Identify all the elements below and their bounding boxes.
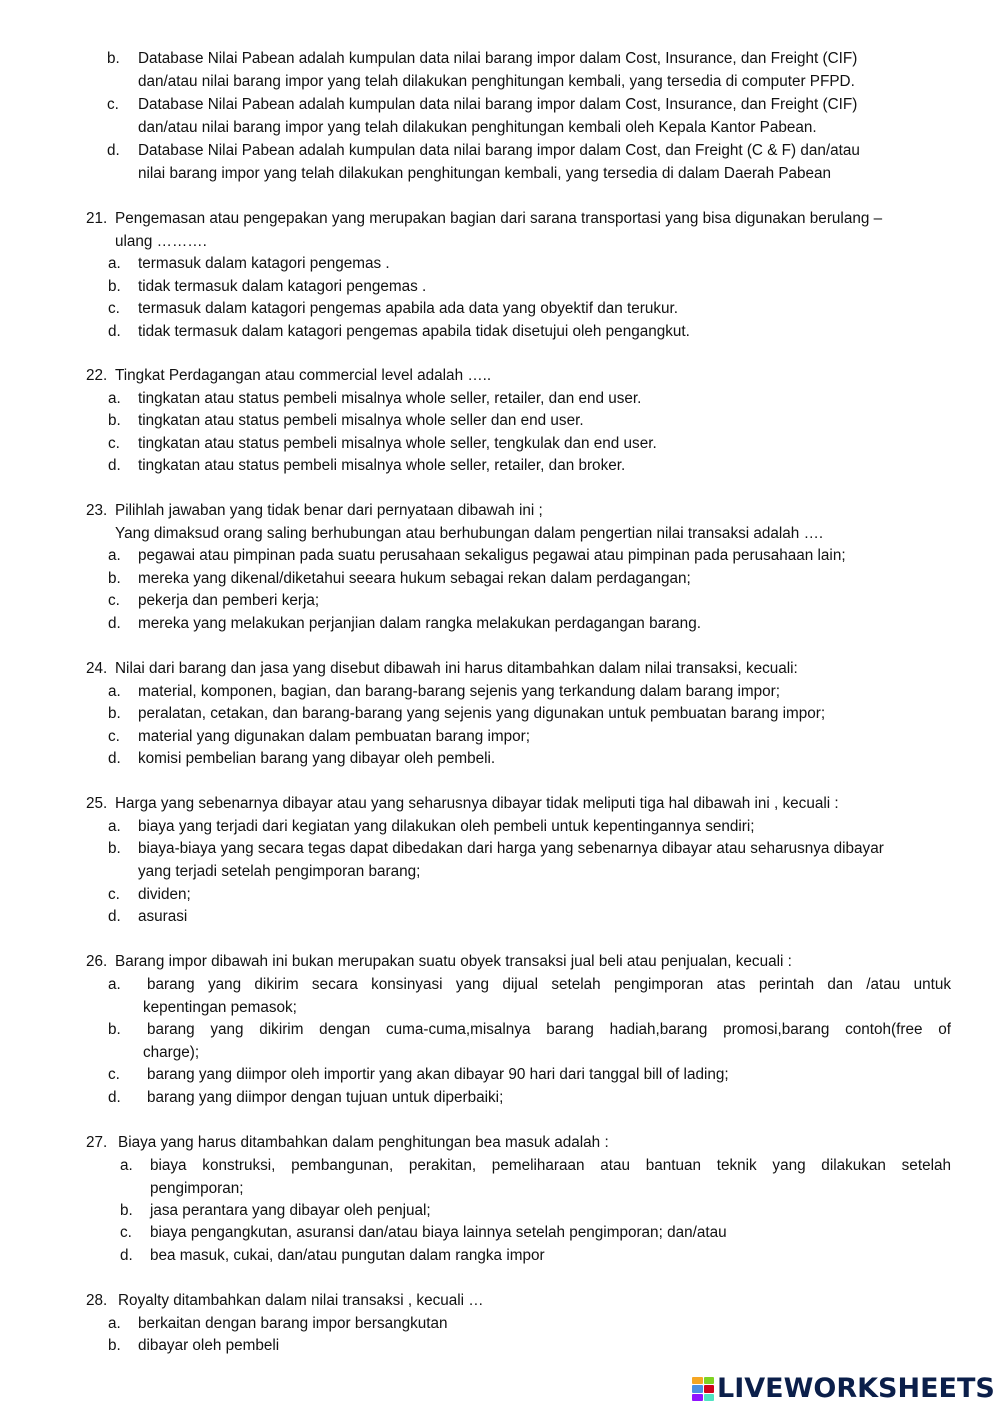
option-text: tidak termasuk dalam katagori pengemas . <box>138 278 427 295</box>
option-text: tingkatan atau status pembeli misalnya whole seller, tengkulak dan end user. <box>138 435 657 452</box>
option-text: bea masuk, cukai, dan/atau pungutan dalam rangka impor <box>150 1247 545 1264</box>
option-text: dibayar oleh pembeli <box>138 1337 280 1354</box>
question-text-line: Pilihlah jawaban yang tidak benar dari pernyataan dibawah ini ; <box>115 502 543 519</box>
question-number: 28. <box>86 1292 108 1309</box>
option-text: tingkatan atau status pembeli misalnya whole seller, retailer, dan broker. <box>138 457 626 474</box>
option-text-line: biaya-biaya yang secara tegas dapat dibedakan dari harga yang sebenarnya dibayar atau seharusnya dibayar <box>138 840 884 857</box>
question-text-line: Yang dimaksud orang saling berhubungan atau berhubungan dalam pengertian nilai transaksi adalah …. <box>115 525 824 542</box>
option-letter: b. <box>108 570 121 587</box>
option-text-line: barang yang dikirim secara konsinyasi yang dijual setelah pengimporan atas perintah dan /atau untuk <box>147 976 951 993</box>
question-text: Biaya yang harus ditambahkan dalam penghitungan bea masuk adalah : <box>118 1134 609 1151</box>
option-text: tingkatan atau status pembeli misalnya whole seller, retailer, dan end user. <box>138 390 642 407</box>
option-text: berkaitan dengan barang impor bersangkutan <box>138 1315 448 1332</box>
question-number: 27. <box>86 1134 108 1151</box>
option-letter: d. <box>108 750 121 767</box>
option-letter: c. <box>107 96 119 113</box>
option-letter: b. <box>120 1202 133 1219</box>
option-letter: a. <box>108 255 121 272</box>
question-text: Harga yang sebenarnya dibayar atau yang seharusnya dibayar tidak meliputi tiga hal dibawah ini , kecuali : <box>115 795 839 812</box>
option-text-line: pengimporan; <box>150 1180 244 1197</box>
option-letter: c. <box>108 728 120 745</box>
option-text: dividen; <box>138 886 191 903</box>
question-text: Tingkat Perdagangan atau commercial level adalah ….. <box>115 367 492 384</box>
question-text: Nilai dari barang dan jasa yang disebut dibawah ini harus ditambahkan dalam nilai transaksi, kecuali: <box>115 660 798 677</box>
option-letter: d. <box>108 1089 121 1106</box>
option-text: pegawai atau pimpinan pada suatu perusahaan sekaligus pegawai atau pimpinan pada perusahaan lain; <box>138 547 846 564</box>
option-text: biaya pengangkutan, asuransi dan/atau biaya lainnya setelah pengimporan; dan/atau <box>150 1224 727 1241</box>
option-text: jasa perantara yang dibayar oleh penjual; <box>150 1202 431 1219</box>
option-letter: d. <box>108 323 121 340</box>
option-text: mereka yang dikenal/diketahui seeara hukum sebagai rekan dalam perdagangan; <box>138 570 691 587</box>
option-text: peralatan, cetakan, dan barang-barang yang sejenis yang digunakan untuk pembuatan barang impor; <box>138 705 826 722</box>
option-letter: a. <box>108 976 121 993</box>
option-letter: b. <box>108 840 121 857</box>
option-letter: d. <box>108 457 121 474</box>
question-number: 24. <box>86 660 108 677</box>
option-letter: d. <box>108 908 121 925</box>
question-text: Royalty ditambahkan dalam nilai transaksi , kecuali … <box>118 1292 484 1309</box>
option-text-line: charge); <box>143 1044 200 1061</box>
question-number: 21. <box>86 210 108 227</box>
option-text: biaya yang terjadi dari kegiatan yang dilakukan oleh pembeli untuk kepentingannya sendiri; <box>138 818 755 835</box>
option-text: barang yang diimpor dengan tujuan untuk diperbaiki; <box>147 1089 504 1106</box>
option-text: tidak termasuk dalam katagori pengemas apabila tidak disetujui oleh pengangkut. <box>138 323 690 340</box>
option-text-line: dan/atau nilai barang impor yang telah dilakukan penghitungan kembali, yang tersedia di computer PFPD. <box>138 73 855 90</box>
option-letter: c. <box>120 1224 132 1241</box>
option-letter: a. <box>108 683 121 700</box>
question-text: Barang impor dibawah ini bukan merupakan suatu obyek transaksi jual beli atau penjualan, kecuali : <box>115 953 792 970</box>
option-text: material yang digunakan dalam pembuatan barang impor; <box>138 728 531 745</box>
liveworksheets-logo[interactable] <box>692 1374 995 1404</box>
option-text: pekerja dan pemberi kerja; <box>138 592 320 609</box>
option-text-line: Database Nilai Pabean adalah kumpulan data nilai barang impor dalam Cost, Insurance, dan Freight (CIF) <box>138 50 858 67</box>
option-text: termasuk dalam katagori pengemas . <box>138 255 390 272</box>
option-text: mereka yang melakukan perjanjian dalam rangka melakukan perdagangan barang. <box>138 615 701 632</box>
option-letter: c. <box>108 300 120 317</box>
question-number: 25. <box>86 795 108 812</box>
logo-text: LIVEWORKSHEETS <box>717 1372 995 1404</box>
question-text-line: Pengemasan atau pengepakan yang merupakan bagian dari sarana transportasi yang bisa digunakan berulang – <box>115 210 883 227</box>
option-text-line: dan/atau nilai barang impor yang telah dilakukan penghitungan kembali oleh Kepala Kantor Pabean. <box>138 119 817 136</box>
option-letter: c. <box>108 592 120 609</box>
option-letter: a. <box>108 1315 121 1332</box>
option-letter: d. <box>108 615 121 632</box>
option-letter: b. <box>108 705 121 722</box>
question-number: 26. <box>86 953 108 970</box>
question-text-line: ulang ………. <box>115 233 207 250</box>
option-letter: c. <box>108 435 120 452</box>
option-letter: b. <box>108 412 121 429</box>
option-letter: b. <box>108 278 121 295</box>
option-letter: d. <box>107 142 120 159</box>
option-text-line: biaya konstruksi, pembangunan, perakitan, pemeliharaan atau bantuan teknik yang dilakukan setelah <box>150 1157 951 1174</box>
option-text: termasuk dalam katagori pengemas apabila ada data yang obyektif dan terukur. <box>138 300 678 317</box>
option-letter: b. <box>108 1337 121 1354</box>
option-letter: a. <box>108 818 121 835</box>
option-letter: a. <box>108 390 121 407</box>
question-number: 23. <box>86 502 108 519</box>
option-letter: b. <box>107 50 120 67</box>
option-letter: b. <box>108 1021 121 1038</box>
option-letter: d. <box>120 1247 133 1264</box>
option-text-line: barang yang dikirim dengan cuma-cuma,misalnya barang hadiah,barang promosi,barang contoh(free of <box>147 1021 951 1038</box>
option-text-line: Database Nilai Pabean adalah kumpulan data nilai barang impor dalam Cost, Insurance, dan Freight (CIF) <box>138 96 858 113</box>
option-letter: c. <box>108 1066 120 1083</box>
option-text: material, komponen, bagian, dan barang-barang sejenis yang terkandung dalam barang impor; <box>138 683 781 700</box>
option-text: tingkatan atau status pembeli misalnya whole seller dan end user. <box>138 412 584 429</box>
option-letter: a. <box>108 547 121 564</box>
liveworksheets-mark-icon <box>692 1377 714 1401</box>
option-text-line: nilai barang impor yang telah dilakukan penghitungan kembali, yang tersedia di dalam Daerah Pabean <box>138 165 832 182</box>
option-text-line: kepentingan pemasok; <box>143 999 297 1016</box>
option-text: barang yang diimpor oleh importir yang akan dibayar 90 hari dari tanggal bill of lading; <box>147 1066 729 1083</box>
question-number: 22. <box>86 367 108 384</box>
option-letter: a. <box>120 1157 133 1174</box>
option-text-line: Database Nilai Pabean adalah kumpulan data nilai barang impor dalam Cost, dan Freight (C & F) dan/atau <box>138 142 860 159</box>
option-text: komisi pembelian barang yang dibayar oleh pembeli. <box>138 750 496 767</box>
option-text-line: yang terjadi setelah pengimporan barang; <box>138 863 421 880</box>
option-letter: c. <box>108 886 120 903</box>
option-text: asurasi <box>138 908 188 925</box>
